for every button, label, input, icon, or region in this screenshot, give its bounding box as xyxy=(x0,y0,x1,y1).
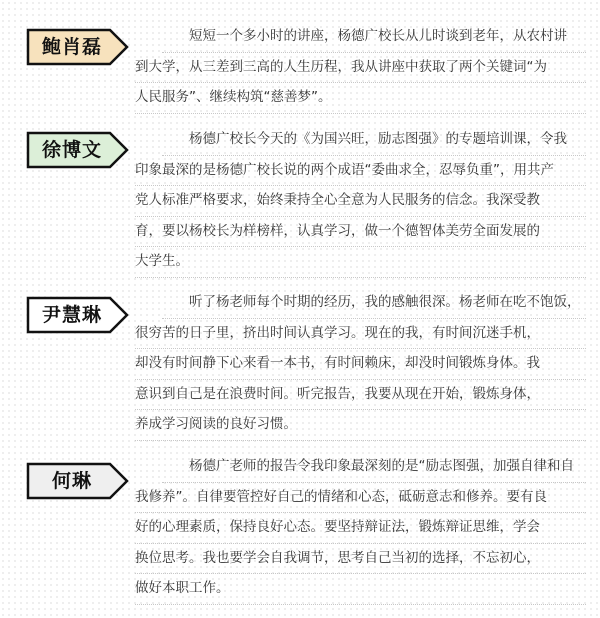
paragraph-line: 意识到自己是在浪费时间。听完报告，我要从现在开始，锻炼身体， xyxy=(135,380,586,411)
name-tag xyxy=(26,462,130,500)
comment-paragraph xyxy=(135,22,586,114)
name-tag xyxy=(26,131,130,169)
comment-paragraph xyxy=(135,288,586,441)
paragraph-line: 到大学，从三差到三高的人生历程，我从讲座中获取了两个关键词“为 xyxy=(135,53,586,84)
paragraph-line: 育，要以杨校长为样榜样，认真学习，做一个德智体美劳全面发展的 xyxy=(135,217,586,248)
paragraph-line: 我修养”。自律要管控好自己的情绪和心态，砥砺意志和修养。要有良 xyxy=(135,483,586,514)
student-name: 鲍肖磊 xyxy=(41,36,102,58)
student-name: 尹慧琳 xyxy=(41,304,102,326)
paragraph-line: 党人标准严格要求，始终秉持全心全意为人民服务的信念。我深受教 xyxy=(135,186,586,217)
name-tag xyxy=(26,28,130,66)
paragraph-line: 人民服务”、继续构筑“慈善梦”。 xyxy=(135,83,586,114)
paragraph-line: 做好本职工作。 xyxy=(135,574,586,605)
name-tag xyxy=(26,296,130,334)
student-name: 何琳 xyxy=(51,470,92,492)
paragraph-line: 杨德广校长今天的《为国兴旺，励志图强》的专题培训课，令我 xyxy=(162,125,586,156)
comment-paragraph xyxy=(135,452,586,605)
paragraph-line: 大学生。 xyxy=(135,247,586,278)
paragraph-line: 换位思考。我也要学会自我调节，思考自己当初的选择，不忘初心， xyxy=(135,544,586,575)
paragraph-line: 听了杨老师每个时期的经历，我的感触很深。杨老师在吃不饱饭， xyxy=(162,288,586,319)
student-name: 徐博文 xyxy=(41,139,102,161)
paragraph-line: 短短一个多小时的讲座，杨德广校长从儿时谈到老年，从农村讲 xyxy=(162,22,586,53)
paragraph-line: 养成学习阅读的良好习惯。 xyxy=(135,410,586,441)
paragraph-line: 杨德广老师的报告令我印象最深刻的是“励志图强，加强自律和自 xyxy=(162,452,586,483)
paragraph-line: 很穷苦的日子里，挤出时间认真学习。现在的我，有时间沉迷手机， xyxy=(135,319,586,350)
paragraph-line: 好的心理素质，保持良好心态。要坚持辩证法，锻炼辩证思维，学会 xyxy=(135,513,586,544)
paragraph-line: 印象最深的是杨德广校长说的两个成语“委曲求全，忍辱负重”，用共产 xyxy=(135,156,586,187)
comment-paragraph xyxy=(135,125,586,278)
paragraph-line: 却没有时间静下心来看一本书，有时间赖床，却没时间锻炼身体。我 xyxy=(135,349,586,380)
